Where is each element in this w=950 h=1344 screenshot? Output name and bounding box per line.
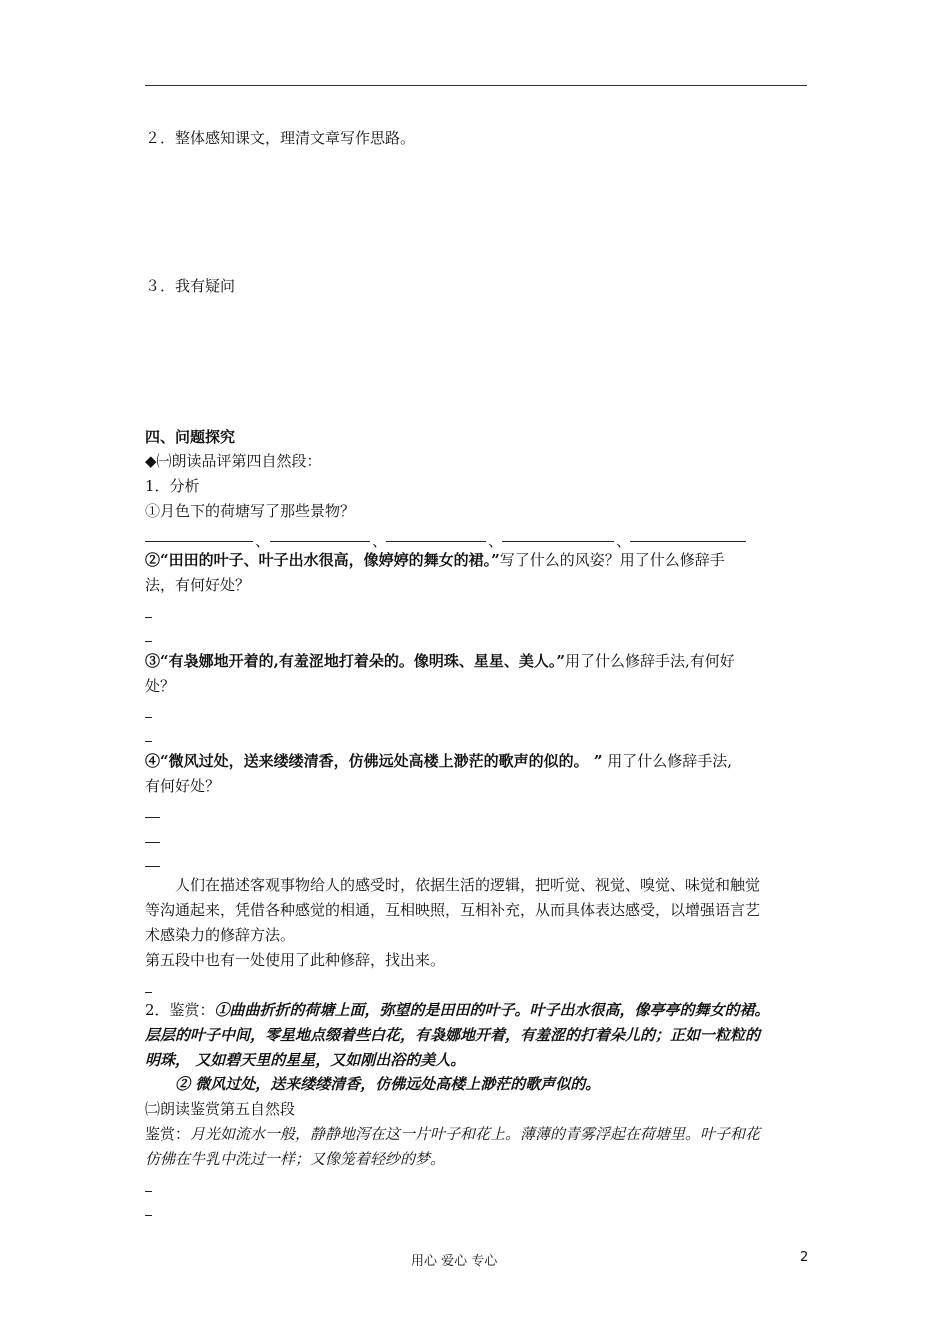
question-3-tail: 用了什么修辞手法,有何好	[564, 652, 735, 670]
analysis-label: 1．分析	[145, 477, 200, 495]
answer-line	[145, 1215, 152, 1216]
part-2-title: ㈡朗读鉴赏第五自然段	[145, 1100, 296, 1118]
question-4	[145, 751, 732, 771]
appreciation-1-line-2: 层层的叶子中间，零星地点缀着些白花，有袅娜地开着，有羞涩的打着朵儿的；正如一粒粒的	[145, 1026, 761, 1044]
synesthesia-line-2: 等沟通起来，凭借各种感觉的相通，互相映照，互相补充，从而具体表达感受，以增强语言艺	[145, 901, 761, 919]
footer-motto: 用心 爱心 专心	[411, 1254, 498, 1269]
item-3: ３．我有疑问	[145, 277, 236, 295]
synesthesia-line-3: 术感染力的修辞方法。	[145, 926, 296, 944]
appreciation-1-line-1	[145, 1000, 770, 1020]
answer-line	[145, 992, 152, 993]
paragraph-5-question: 第五段中也有一处使用了此种修辞，找出来。	[145, 951, 446, 969]
appreciation-3-text: 月光如流水一般，静静地泻在这一片叶子和花上。薄薄的青雾浮起在荷塘里。叶子和花	[190, 1125, 761, 1143]
appreciation-3-line-1	[145, 1124, 760, 1144]
question-3	[145, 651, 735, 671]
answer-line	[145, 741, 152, 742]
answer-line	[145, 817, 160, 818]
page-number: 2	[800, 1250, 809, 1265]
question-4-tail: 用了什么修辞手法,	[602, 752, 733, 770]
question-2-line-2: 法，有何好处？	[145, 576, 251, 594]
separator-mark: 、	[255, 532, 271, 550]
appreciation-3-label: 鉴赏：	[145, 1125, 191, 1143]
question-3-line-2: 处？	[145, 677, 176, 695]
header-rule	[145, 85, 807, 86]
appreciation-2-line-1: ② 微风过处，送来缕缕清香，仿佛远处高楼上渺茫的歌声似的。	[175, 1075, 601, 1093]
synesthesia-line-1: 人们在描述客观事物给人的感受时，依据生活的逻辑，把听觉、视觉、嗅觉、味觉和触觉	[175, 876, 761, 894]
answer-line	[145, 617, 152, 618]
answer-line	[145, 717, 152, 718]
answer-blank	[386, 541, 486, 542]
answer-line	[145, 1191, 152, 1192]
appreciation-1-line-3: 明珠， 又如碧天里的星星，又如刚出浴的美人。	[145, 1051, 466, 1069]
question-4-line-2: 有何好处？	[145, 777, 221, 795]
question-2-tail: 写了什么的风姿？用了什么修辞手	[499, 551, 725, 569]
section-4-title: 四、问题探究	[145, 428, 236, 446]
question-2-quote: ②“田田的叶子、叶子出水很高，像婷婷的舞女的裙。”	[145, 551, 500, 569]
question-2	[145, 550, 725, 570]
appreciation-1-text: ①曲曲折折的荷塘上面，弥望的是田田的叶子。叶子出水很高，像亭亭的舞女的裙。	[214, 1001, 770, 1019]
answer-blank	[630, 541, 746, 542]
question-1: ①月色下的荷塘写了那些景物？	[145, 502, 356, 520]
separator-mark: 、	[372, 532, 388, 550]
answer-blank	[270, 541, 370, 542]
separator-mark: 、	[488, 532, 504, 550]
answer-line	[145, 866, 160, 867]
question-4-quote: ④“微风过处，送来缕缕清香，仿佛远处高楼上渺茫的歌声的似的。 ”	[145, 752, 603, 770]
answer-line	[145, 842, 160, 843]
question-3-quote: ③“有袅娜地开着的,有羞涩地打着朵的。像明珠、星星、美人。”	[145, 652, 565, 670]
answer-blank	[502, 541, 614, 542]
appreciation-3-line-2: 仿佛在牛乳中洗过一样；又像笼着轻纱的梦。	[145, 1150, 446, 1168]
appreciation-label: 2．鉴赏：	[145, 1001, 215, 1019]
answer-blank	[145, 541, 253, 542]
item-2: ２．整体感知课文，理清文章写作思路。	[145, 129, 416, 147]
part-1-title: ◆㈠朗读品评第四自然段：	[145, 452, 322, 470]
answer-line	[145, 641, 152, 642]
separator-mark: 、	[616, 532, 632, 550]
